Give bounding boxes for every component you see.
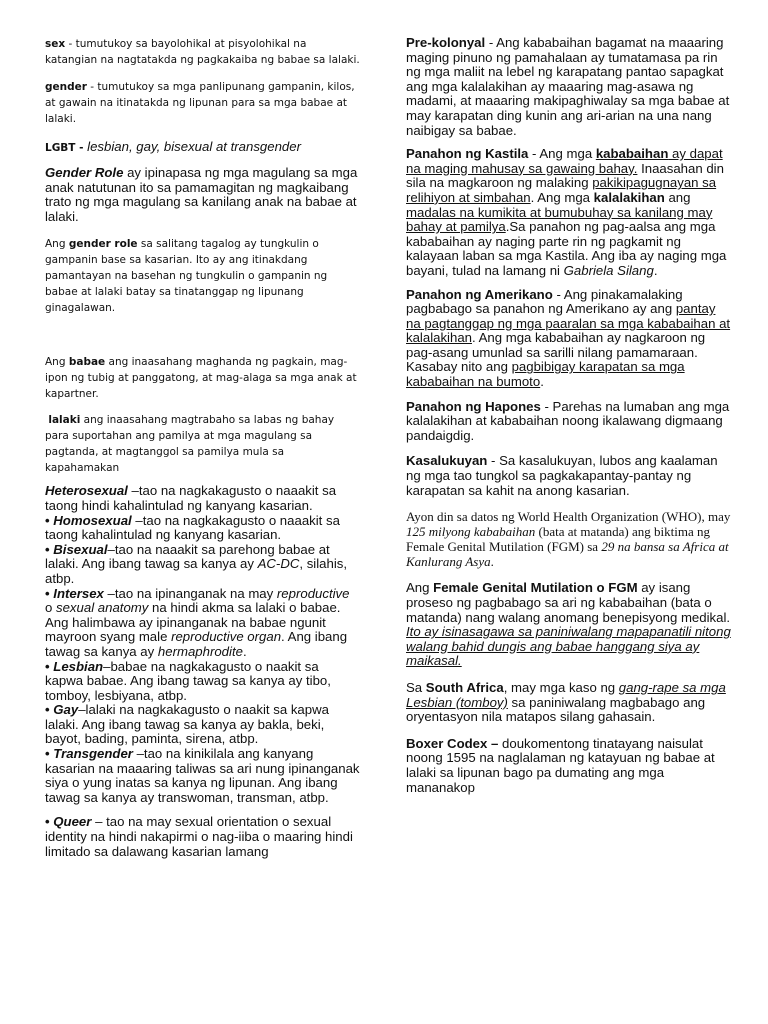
term: Transgender [53,746,133,762]
term: Gender Role [45,165,124,180]
term: Queer [53,814,92,830]
term: LGBT - [45,142,84,154]
right-column [406,36,731,795]
left-column [45,36,360,859]
bullet: • [45,512,54,528]
term: sex [45,38,66,50]
bullet: • [45,585,54,601]
term: gender role [68,238,138,251]
term: gender [45,81,87,93]
list-item-gay: • Gay–lalaki na nagkakagusto o naakit sa kapwa lalaki. Ang ibang tawag sa kanya ay bakla, beki, bayot, bading, paminta, sirena, atbp. [45,702,329,747]
term: South Africa [425,679,504,695]
list-item-intersex: • Intersex –tao na ipinanganak na may reproductive o sexual anatomy na hindi akma sa lalaki o babae. Ang halimbawa ay ipinanganak na babae ngunit mayroon syang male reproductive organ. Ang ibang tawag sa kanya ay hermaphrodite. [45,585,350,659]
list-item-lesbian: • Lesbian–babae na nagkakagusto o naakit sa kapwa babae. Ang ibang tawag sa kanya ay tibo, tomboy, lesbiyana, atbp. [45,658,331,703]
definition-text: ay ipinapasa ng mga magulang sa mga anak natutunan ito sa pamamagitan ng magkaibang trato ng mga magulang sa kanilang anak na babae at lalaki. [45,165,358,224]
term: Female Genital Mutilation o FGM [433,580,638,596]
section-panahon-ng-amerikano: Panahon ng Amerikano - Ang pinakamalaking pagbabago sa panahon ng Amerikano ay ang pantay na pagtanggap ng mga paaralan sa mga kababaihan at kalalakihan. Ang mga kababaihan ay nagkaroon ng pag-asang umunlad sa sarilli nilang pamamaraan. Kasabay nito ang pagbibigay karapatan sa mga kababaihan na bumoto. [406,286,731,390]
bullet: • [45,814,54,830]
list-item-heterosexual: Heterosexual –tao na nagkakagusto o naaakit sa taong hindi kahalintulad ng kanyang kasarian. [45,483,337,513]
term: Heterosexual [45,483,128,499]
term: Lesbian [53,658,104,674]
list-item-bisexual: • Bisexual–tao na naaakit sa parehong babae at lalaki. Ang ibang tawag sa kanya ay AC-DC, silahis, atbp. [45,541,348,586]
term: Bisexual [53,541,108,557]
section-panahon-ng-kastila: Panahon ng Kastila - Ang mga kababaihan ay dapat na maging mahusay sa gawaing bahay. Inaasahan din sila na magkaroon ng malaking pakikipagugnayan sa relihiyon at simbahan. Ang mga kalalakihan ang madalas na kumikita at bumubuhay sa kanilang may bahay at pamilya.Sa panahon ng pag-aalsa ang mga kababaihan ay naging parte rin ng pagkamit ng kalayaan laban sa mga Kastila. Ang iba ay naging mga bayani, tulad na lamang ni Gabriela Silang. [406,146,727,278]
term: Gay [53,702,79,718]
bullet: • [45,746,54,762]
paragraph-south-africa: Sa South Africa, may mga kaso ng gang-rape sa mga Lesbian (tomboy) sa paniniwalang magbabago ang oryentasyon nila matapos silang gahasain. [406,679,726,725]
section-heading: Pre-kolonyal [406,35,486,50]
section-heading: Panahon ng Kastila [406,146,529,162]
definition-text: - tumutukoy sa mga panlipunang gampanin, kilos, at gawain na itinatakda ng lipunan para sa mga babae at lalaki. [45,81,355,125]
list-item-queer: • Queer – tao na may sexual orientation o sexual identity na hindi nakapirmi o nag-iiba o maaring hindi limitado sa dalawang kasarian lamang [45,814,353,859]
definition-text: sa salitang tagalog ay tungkulin o gampanin base sa kasarian. Ito ay ang itinakdang pamantayan na basehan ng tungkulin o gampanin ng babae at lalaki batay sa tinatanggap ng lipunang ginagalawan. [45,238,328,315]
paragraph-lalaki: lalaki ang inaasahang magtrabaho sa labas ng bahay para suportahan ang pamilya at mga magulang sa pagtanda, at magtanggol sa pamilya mula sa kapahamakan [45,414,335,475]
term: Intersex [53,585,104,601]
definition-text: - tumutukoy sa bayolohikal at pisyolohikal na katangian na nagtatakda ng pagkakaiba ng babae sa lalaki. [45,38,360,66]
definition-text: lesbian, gay, bisexual at transgender [83,139,301,154]
paragraph-fgm: Ang Female Genital Mutilation o FGM ay isang proseso ng pagbabago sa ari ng kababaihan (bata o matanda) nang walang anomang benepisyong medikal. Ito ay isinasagawa sa paniniwalang mapapanatili nitong walang bahid dungis ang babae hanggang siya ay maikasal. [406,580,731,669]
section-heading: Kasalukuyan [406,453,488,469]
paragraph-babae: Ang babae ang inaasahang maghanda ng pagkain, mag-ipon ng tubig at panggatong, at mag-alaga sa mga anak at kapartner. [45,356,357,401]
section-heading: Panahon ng Amerikano [406,286,553,302]
paragraph-who: Ayon din sa datos ng World Health Organization (WHO), may 125 milyong kababaihan (bata at matanda) ang biktima ng Female Genital Mutilation (FGM) sa 29 na bansa sa Africa at Kanlurang Asya. [406,509,731,569]
section-prekolonyal: Pre-kolonyal - Ang kababaihan bagamat na maaaring maging pinuno ng pamahalaan ay tumatamasa pa rin ng mga maliit na lebel ng karapatang pantao sapagkat ang mga kalalakihan ay maaaring mag-asawa ng madami, at maaaring makipaghiwalay sa mga babae at may karapatan ding kunin ang ari-arian na una nang naibigay sa babae. [406,35,730,138]
term: Homosexual [53,512,132,528]
definition-gender-role-tagalog: Ang gender role sa salitang tagalog ay tungkulin o gampanin base sa kasarian. Ito ay ang itinakdang pamantayan na basehan ng tungkulin o gampanin ng babae at lalaki batay sa tinatanggap ng lipunang ginagalawan. [45,238,328,315]
bullet: • [45,541,54,557]
section-panahon-ng-hapones: Panahon ng Hapones - Parehas na lumaban ang mga kalalakihan at kababaihan noong ikalawang digmaang pandaigdig. [406,398,730,443]
definition-sex [45,36,360,68]
bullet: • [45,658,54,674]
term: babae [68,356,106,369]
definition-gender-role [45,166,360,224]
term: Boxer Codex – [406,735,499,751]
paragraph-boxer-codex: Boxer Codex – doukomentong tinatayang naisulat noong 1595 na naglalaman ng katayuan ng babae at lalaki sa lipunan bago pa dumating ang mga mananakop [406,735,715,795]
list-item-homosexual: • Homosexual –tao na nagkakagusto o naaakit sa taong kahalintulad ng kanyang kasarian. [45,512,340,543]
term: lalaki [48,414,81,427]
section-kasalukuyan: Kasalukuyan - Sa kasalukuyan, lubos ang kaalaman ng mga tao tungkol sa pagkakapantay-pantay ng karapatan sa kahit na anong kasarian. [406,453,718,498]
definition-gender [45,79,360,127]
orientation-list [45,484,360,859]
definition-lgbt [45,138,360,156]
list-item-transgender: • Transgender –tao na kinikilala ang kanyang kasarian na maaaring taliwas sa ari nung ipinanganak siya o yung inatas sa kanya ng lipunan. Ang ibang tawag sa kanya ay transwoman, transman, atbp. [45,746,360,805]
bullet: • [45,702,54,718]
section-heading: Panahon ng Hapones [406,398,541,414]
